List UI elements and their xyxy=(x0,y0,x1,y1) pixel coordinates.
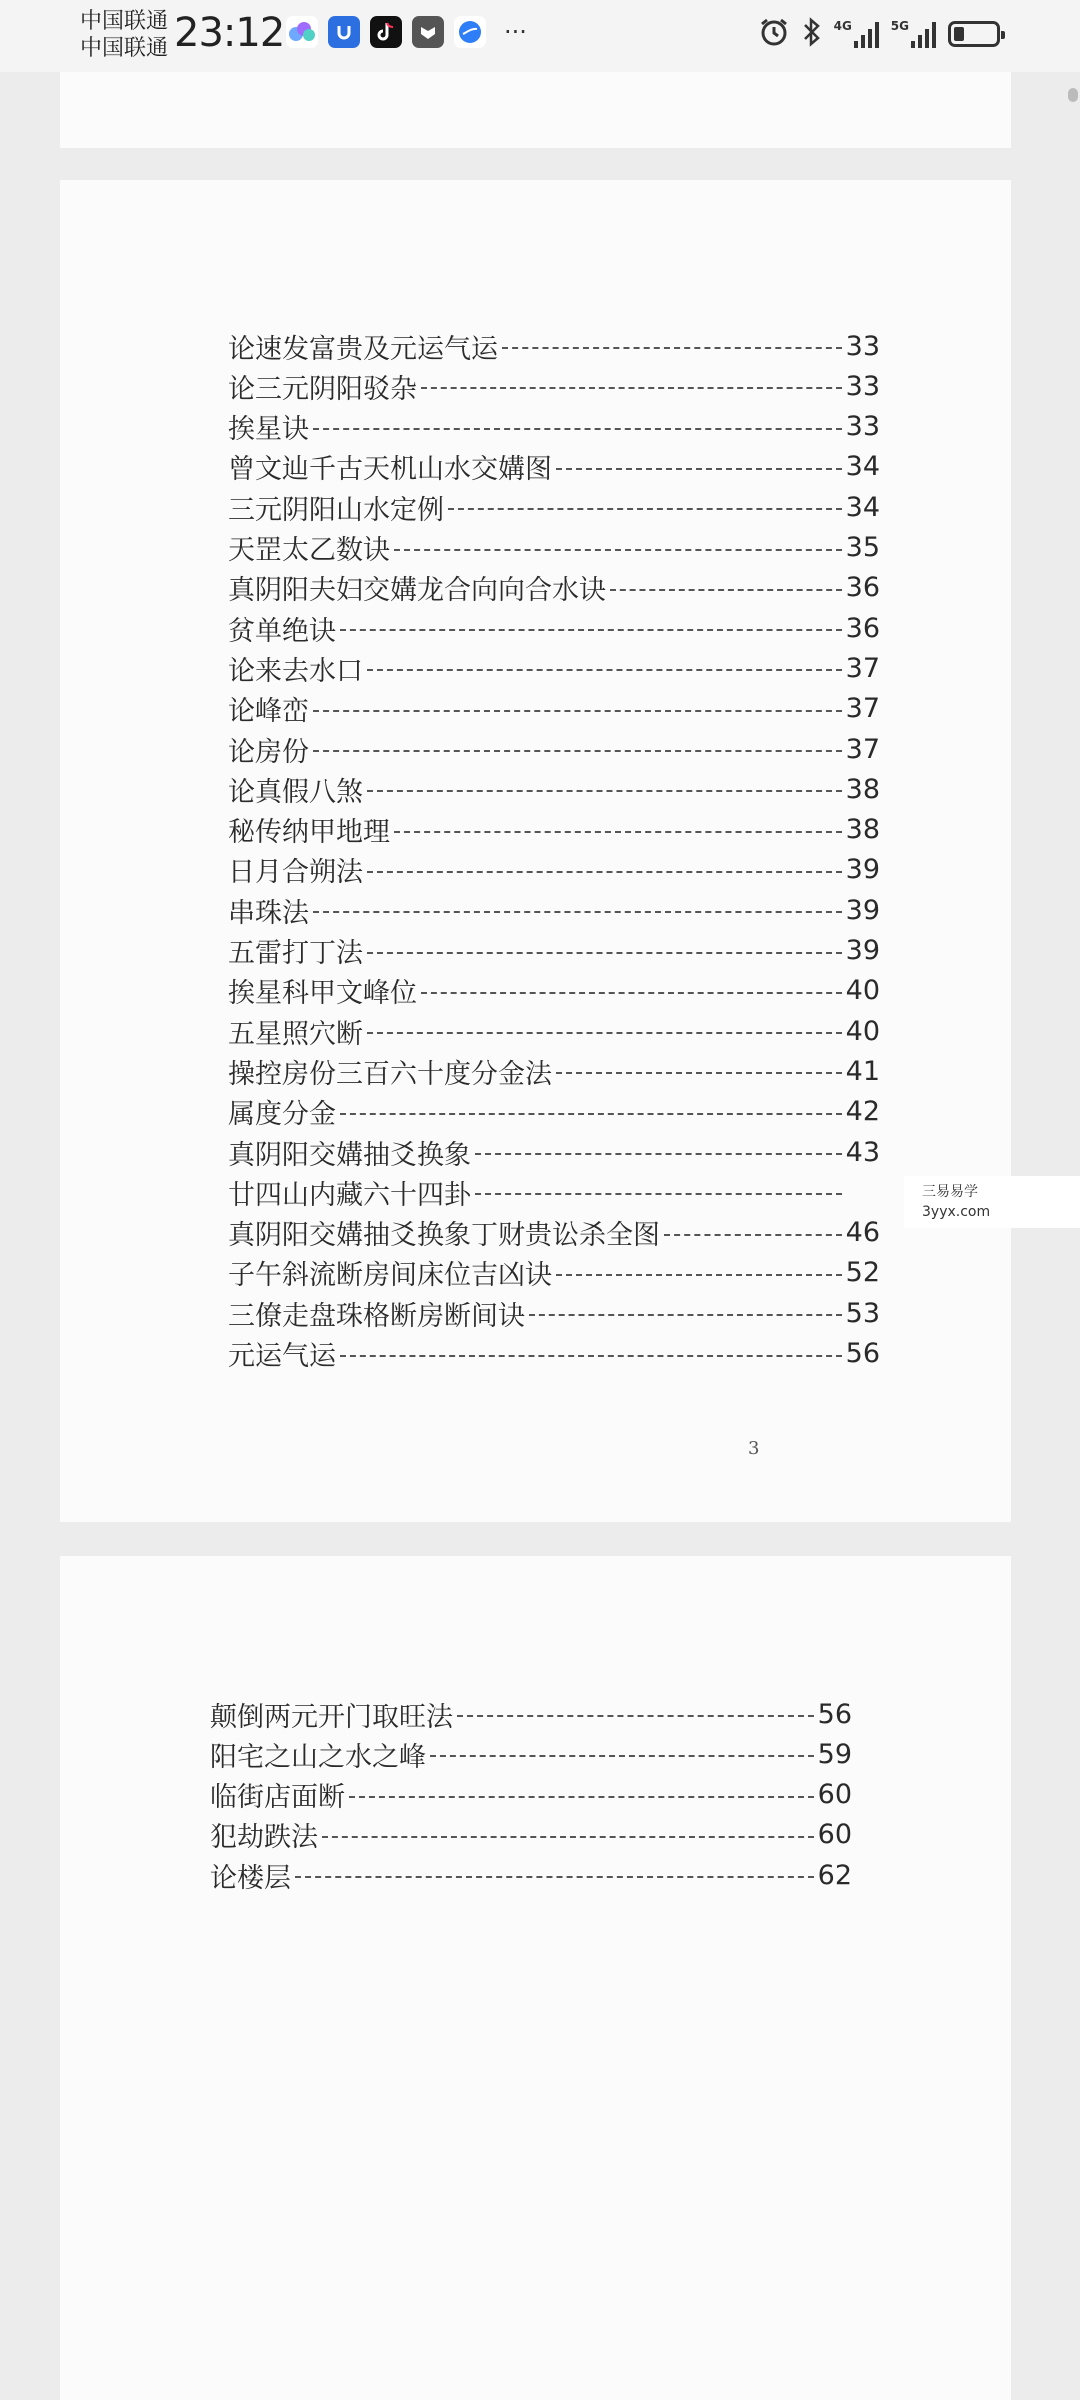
toc-entry xyxy=(228,769,880,809)
toc-leader-dashes xyxy=(502,347,842,349)
toc-entry-page: 52 xyxy=(845,1257,880,1289)
toc-entry-title: 论房份 xyxy=(228,736,309,768)
toc-entry-title: 论楼层 xyxy=(210,1862,291,1894)
toc-leader-dashes xyxy=(475,1193,842,1195)
page-number: 3 xyxy=(748,1438,760,1459)
toc-entry xyxy=(228,1172,880,1212)
toc-leader-dashes xyxy=(367,790,842,792)
toc-entry-page: 37 xyxy=(845,652,880,684)
toc-entry-page: 33 xyxy=(845,370,880,402)
toc-leader-dashes xyxy=(421,387,842,389)
toc-entry xyxy=(210,1694,852,1734)
toc-entry-page: 37 xyxy=(845,733,880,765)
toc-leader-dashes xyxy=(313,710,842,712)
toc-leader-dashes xyxy=(313,750,842,752)
toc-leader-dashes xyxy=(394,549,842,551)
toc-entry-page: 38 xyxy=(845,773,880,805)
toc-entry-page: 43 xyxy=(845,1136,880,1168)
toc-leader-dashes xyxy=(448,508,842,510)
battery-level xyxy=(954,27,964,41)
toc-entry-title: 日月合朔法 xyxy=(228,857,363,889)
toc-leader-dashes xyxy=(367,1032,842,1034)
toc-entry xyxy=(228,1051,880,1091)
toc-entry-title: 颠倒两元开门取旺法 xyxy=(210,1701,453,1733)
toc-entry-title: 挨星科甲文峰位 xyxy=(228,978,417,1010)
toc-entry-title: 秘传纳甲地理 xyxy=(228,817,390,849)
toc-entry-title: 曾文辿千古天机山水交媾图 xyxy=(228,454,552,486)
toc-entry xyxy=(228,1334,880,1374)
toc-entry xyxy=(228,326,880,366)
toc-entry-title: 真阴阳交媾抽爻换象 xyxy=(228,1139,471,1171)
toc-entry-title: 犯劫跌法 xyxy=(210,1822,318,1854)
toc-entry xyxy=(228,648,880,688)
toc-leader-dashes xyxy=(664,1234,842,1236)
toc-entry-title: 串珠法 xyxy=(228,897,309,929)
document-page-4 xyxy=(60,1556,1011,2400)
toc-leader-dashes xyxy=(529,1314,842,1316)
toc-leader-dashes xyxy=(313,428,842,430)
toc-entry xyxy=(228,447,880,487)
toc-leader-dashes xyxy=(430,1755,814,1757)
toc-leader-dashes xyxy=(556,1072,842,1074)
toc-entry-title: 论真假八煞 xyxy=(228,776,363,808)
toc-entry xyxy=(228,810,880,850)
toc-entry xyxy=(228,971,880,1011)
network-type-1: 4G xyxy=(833,19,852,33)
toc-entry xyxy=(210,1815,852,1855)
toc-entry xyxy=(228,850,880,890)
toc-leader-dashes xyxy=(340,1113,842,1115)
toc-entry-title: 临街店面断 xyxy=(210,1782,345,1814)
toc-entry-title: 论速发富贵及元运气运 xyxy=(228,333,498,365)
toc-entry-title: 元运气运 xyxy=(228,1341,336,1372)
toc-leader-dashes xyxy=(340,1355,842,1357)
toc-leader-dashes xyxy=(295,1876,814,1878)
toc-entry-title: 论来去水口 xyxy=(228,655,363,687)
toc-entry-page: 56 xyxy=(845,1338,880,1369)
toc-leader-dashes xyxy=(367,669,842,671)
toc-entry-title: 廿四山内藏六十四卦 xyxy=(228,1179,471,1211)
toc-entry xyxy=(228,528,880,568)
toc-leader-dashes xyxy=(340,629,842,631)
battery-icon xyxy=(948,21,1000,47)
toc-entry xyxy=(228,1253,880,1293)
toc-entry xyxy=(228,487,880,527)
watermark-url: 3yyx.com xyxy=(922,1204,991,1220)
toc-entry-page: 59 xyxy=(817,1738,852,1770)
toc-entry xyxy=(210,1855,852,1895)
toc-entry-page: 33 xyxy=(845,411,880,443)
toc-entry xyxy=(228,366,880,406)
toc-entry-title: 子午斜流断房间床位吉凶诀 xyxy=(228,1260,552,1292)
carrier-info xyxy=(80,8,168,62)
toc-entry xyxy=(228,729,880,769)
alarm-icon xyxy=(758,16,790,52)
toc-entry-page: 38 xyxy=(845,814,880,846)
site-watermark xyxy=(904,1176,1080,1228)
toc-entry-title: 贫单绝诀 xyxy=(228,615,336,647)
toc-entry-page: 39 xyxy=(845,894,880,926)
toc-entry-title: 三元阴阳山水定例 xyxy=(228,494,444,526)
toc-entry-title: 五雷打丁法 xyxy=(228,938,363,969)
toc-entry-title: 论三元阴阳驳杂 xyxy=(228,373,417,405)
toc-entry-title: 阳宅之山之水之峰 xyxy=(210,1741,426,1773)
toc-entry-title: 五星照穴断 xyxy=(228,1018,363,1050)
toc-entry xyxy=(210,1775,852,1815)
toc-entry-page: 37 xyxy=(845,693,880,725)
toc-entry-page: 39 xyxy=(845,854,880,886)
toc-entry-page: 40 xyxy=(845,1015,880,1047)
toc-entry-page: 46 xyxy=(845,1217,880,1249)
tiktok-icon xyxy=(370,16,402,48)
toc-entry-title: 真阴阳交媾抽爻换象丁财贵讼杀全图 xyxy=(228,1220,660,1252)
toc-entry xyxy=(228,407,880,447)
shield-app-icon xyxy=(412,16,444,48)
toc-entry-page: 41 xyxy=(845,1055,880,1087)
toc-entry xyxy=(210,1734,852,1774)
toc-entry-page: 34 xyxy=(845,491,880,523)
toc-entry xyxy=(228,1213,880,1253)
toc-entry xyxy=(228,608,880,648)
toc-entry-page: 60 xyxy=(817,1779,852,1811)
status-bar xyxy=(0,0,1080,72)
tools-app-icon xyxy=(328,16,360,48)
document-page-partial xyxy=(60,72,1011,148)
scrollbar-indicator[interactable] xyxy=(1068,88,1078,102)
cloud-app-icon xyxy=(286,16,318,48)
toc-entry-title: 天罡太乙数诀 xyxy=(228,535,390,566)
toc-entry-page: 62 xyxy=(817,1859,852,1891)
more-notifications-icon: ··· xyxy=(504,18,527,46)
toc-entry xyxy=(228,689,880,729)
toc-entry-page: 35 xyxy=(845,532,880,563)
toc-leader-dashes xyxy=(556,468,842,470)
toc-entry-page: 36 xyxy=(845,572,880,604)
toc-entry xyxy=(228,1293,880,1333)
toc-entry-title: 真阴阳夫妇交媾龙合向向合水诀 xyxy=(228,575,606,607)
toc-leader-dashes xyxy=(367,871,842,873)
system-status xyxy=(758,16,1000,52)
carrier-1: 中国联通 xyxy=(80,9,169,34)
toc-entry-title: 论峰峦 xyxy=(228,696,309,728)
document-page-3 xyxy=(60,180,1011,1522)
signal-1-icon xyxy=(834,20,879,48)
toc-leader-dashes xyxy=(556,1274,842,1276)
toc-entry-page: 40 xyxy=(845,975,880,1007)
browser-app-icon xyxy=(454,16,486,48)
toc-leader-dashes xyxy=(313,911,842,913)
toc-leader-dashes xyxy=(610,589,842,591)
toc-entry xyxy=(228,1132,880,1172)
toc-leader-dashes xyxy=(367,952,842,954)
toc-entry-page: 60 xyxy=(817,1819,852,1851)
toc-entry xyxy=(228,1011,880,1051)
toc-entry-title: 属度分金 xyxy=(228,1099,336,1131)
toc-entry xyxy=(228,1092,880,1132)
toc-leader-dashes xyxy=(475,1153,842,1155)
toc-leader-dashes xyxy=(394,831,842,833)
toc-entry-title: 三僚走盘珠格断房断间诀 xyxy=(228,1300,525,1332)
toc-entry-title: 挨星诀 xyxy=(228,414,309,446)
toc-entry xyxy=(228,890,880,930)
notification-icons xyxy=(286,16,527,48)
toc-entry xyxy=(228,931,880,971)
toc-entry-page: 39 xyxy=(845,935,880,966)
toc-leader-dashes xyxy=(349,1796,814,1798)
toc-entry-page: 42 xyxy=(845,1096,880,1128)
toc-entry-page: 34 xyxy=(845,451,880,483)
clock: 23:12 xyxy=(174,10,285,56)
carrier-2: 中国联通 xyxy=(80,36,169,61)
signal-2-icon xyxy=(891,20,936,48)
toc-leader-dashes xyxy=(421,992,842,994)
watermark-name: 三易易学 xyxy=(922,1184,978,1200)
toc-entry-page: 53 xyxy=(845,1297,880,1329)
toc-leader-dashes xyxy=(457,1715,814,1717)
toc-entry xyxy=(228,568,880,608)
toc-entry-title: 操控房份三百六十度分金法 xyxy=(228,1058,552,1090)
toc-entry-page: 33 xyxy=(845,330,880,362)
network-type-2: 5G xyxy=(890,19,909,33)
toc-entry-page: 56 xyxy=(817,1698,852,1730)
bluetooth-icon xyxy=(802,16,822,52)
toc-entry-page: 36 xyxy=(845,612,880,644)
toc-leader-dashes xyxy=(322,1836,814,1838)
